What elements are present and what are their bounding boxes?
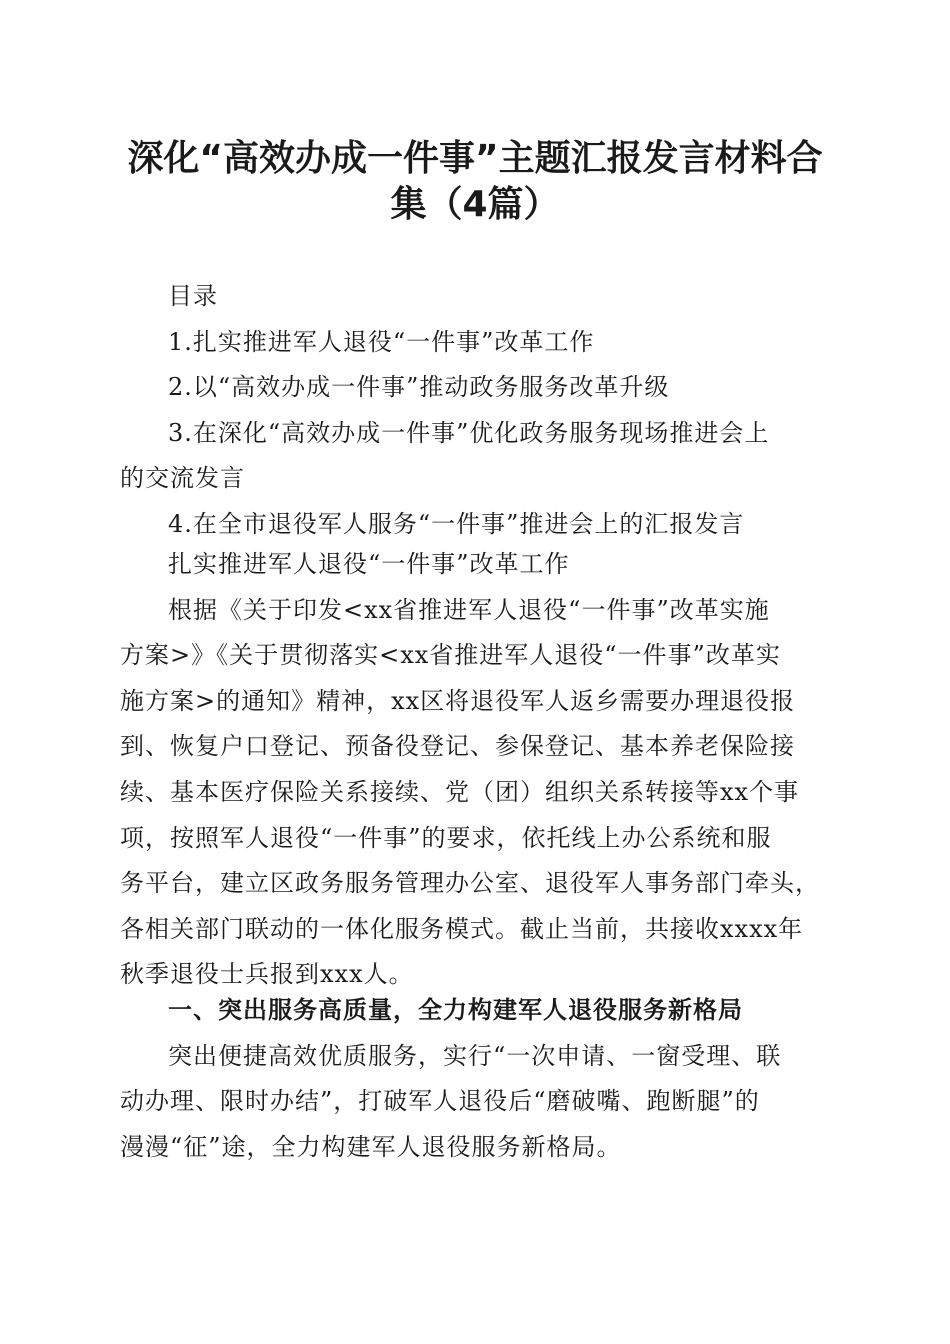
article-title: 扎实推进军人退役“一件事”改革工作 xyxy=(168,550,570,578)
toc-item-2: 2.以“高效办成一件事”推动政务服务改革升级 xyxy=(168,373,670,402)
paragraph-line: 各相关部门联动的一体化服务模式。截止当前，共接收xxxx年 xyxy=(120,914,804,943)
document-title-line-2: 集（4篇） xyxy=(390,184,560,225)
toc-item-1: 1.扎实推进军人退役“一件事”改革工作 xyxy=(168,327,595,356)
paragraph-line: 续、基本医疗保险关系接续、党（团）组织关系转接等xx个事 xyxy=(120,777,800,806)
toc-item-3-continued: 的交流发言 xyxy=(120,464,245,493)
article-body xyxy=(120,542,832,998)
paragraph-line: 秋季退役士兵报到xxx人。 xyxy=(120,960,414,989)
paragraph-line: 漫漫“征”途，全力构建军人退役服务新格局。 xyxy=(120,1132,622,1161)
toc-label: 目录 xyxy=(168,282,218,310)
document-title-line-1: 深化“高效办成一件事”主题汇报发言材料合 xyxy=(127,138,823,179)
section-heading: 一、突出服务高质量，全力构建军人退役服务新格局 xyxy=(168,996,743,1024)
paragraph-line: 动办理、限时办结”，打破军人退役后“磨破嘴、跑断腿”的 xyxy=(120,1087,760,1116)
toc-item-3: 3.在深化“高效办成一件事”优化政务服务现场推进会上 xyxy=(168,418,770,447)
paragraph-line: 施方案>的通知》精神，xx区将退役军人返乡需要办理退役报 xyxy=(120,686,796,715)
paragraph-line: 突出便捷高效优质服务，实行“一次申请、一窗受理、联 xyxy=(168,1041,782,1070)
paragraph-line: 方案>》《关于贯彻落实<xx省推进军人退役“一件事”改革实 xyxy=(120,641,781,670)
paragraph-line: 项，按照军人退役“一件事”的要求，依托线上办公系统和服 xyxy=(120,823,772,852)
table-of-contents xyxy=(120,274,832,548)
paragraph-line: 到、恢复户口登记、预备役登记、参保登记、基本养老保险接 xyxy=(120,732,795,761)
paragraph-line: 根据《关于印发<xx省推进军人退役“一件事”改革实施 xyxy=(168,595,770,624)
paragraph-line: 务平台，建立区政务服务管理办公室、退役军人事务部门牵头， xyxy=(120,869,820,898)
section-one xyxy=(120,988,832,1170)
toc-item-4: 4.在全市退役军人服务“一件事”推进会上的汇报发言 xyxy=(168,509,745,538)
